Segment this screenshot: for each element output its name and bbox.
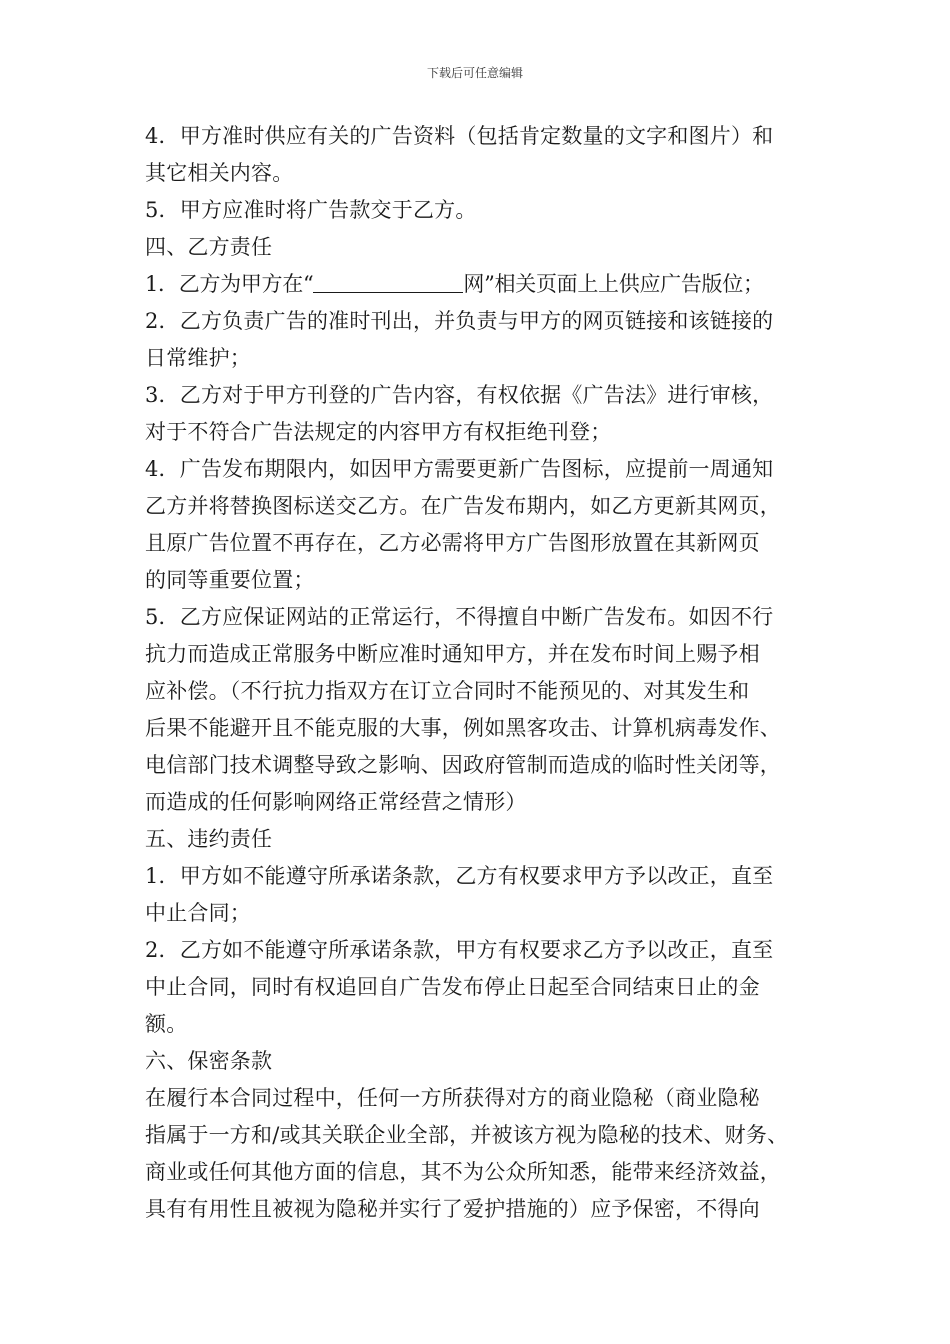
text-line: 的同等重要位置； (145, 568, 315, 592)
text-line: 5．甲方应准时将广告款交于乙方。 (145, 198, 477, 222)
fill-in-blank (313, 272, 463, 293)
text-line: 且原广告位置不再存在，乙方必需将甲方广告图形放置在其新网页 (145, 531, 760, 555)
text-line: 应补偿。（不行抗力指双方在订立合同时不能预见的、对其发生和 (145, 679, 750, 703)
section-heading: 四、乙方责任 (145, 235, 273, 259)
text-line-with-blank (145, 266, 821, 303)
text-line: 4．广告发布期限内，如因甲方需要更新广告图标，应提前一周通知 (145, 457, 774, 481)
section-heading: 五、违约责任 (145, 827, 273, 851)
text-line: 中止合同，同时有权追回自广告发布停止日起至合同结束日止的金 (145, 975, 760, 999)
text-segment: 网”相关页面上上供应广告版位； (463, 272, 764, 296)
text-segment: 1．乙方为甲方在“ (145, 272, 314, 296)
text-line: 日常维护； (145, 346, 251, 370)
text-line: 2．乙方负责广告的准时刊出，并负责与甲方的网页链接和该链接的 (145, 309, 774, 333)
text-line: 5．乙方应保证网站的正常运行，不得擅自中断广告发布。如因不行 (145, 605, 774, 629)
text-line: 电信部门技术调整导致之影响、因政府管制而造成的临时性关闭等， (145, 753, 781, 777)
text-line: 4．甲方准时供应有关的广告资料（包括肯定数量的文字和图片）和 (145, 124, 774, 148)
text-line: 商业或任何其他方面的信息，其不为公众所知悉，能带来经济效益， (145, 1160, 781, 1184)
text-line: 对于不符合广告法规定的内容甲方有权拒绝刊登； (145, 420, 612, 444)
text-line: 具有有用性且被视为隐秘并实行了爱护措施的）应予保密，不得向 (145, 1197, 760, 1221)
text-line: 抗力而造成正常服务中断应准时通知甲方，并在发布时间上赐予相 (145, 642, 760, 666)
text-line: 中止合同； (145, 901, 251, 925)
text-line: 额。 (145, 1012, 188, 1036)
text-line: 1．甲方如不能遵守所承诺条款，乙方有权要求甲方予以改正，直至 (145, 864, 774, 888)
text-line: 乙方并将替换图标送交乙方。在广告发布期内，如乙方更新其网页， (145, 494, 781, 518)
text-line: 2．乙方如不能遵守所承诺条款，甲方有权要求乙方予以改正，直至 (145, 938, 774, 962)
text-line: 在履行本合同过程中，任何一方所获得对方的商业隐秘（商业隐秘 (145, 1086, 760, 1110)
text-line: 而造成的任何影响网络正常经营之情形） (145, 790, 527, 814)
text-line: 3．乙方对于甲方刊登的广告内容，有权依据《广告法》进行审核， (145, 383, 774, 407)
document-body (145, 118, 821, 1228)
text-line: 后果不能避开且不能克服的大事，例如黑客攻击、计算机病毒发作、 (145, 716, 781, 740)
text-line: 其它相关内容。 (145, 161, 294, 185)
text-line: 指属于一方和/或其关联企业全部，并被该方视为隐秘的技术、财务、 (145, 1123, 789, 1147)
section-heading: 六、保密条款 (145, 1049, 273, 1073)
page-header: 下载后可任意编辑 (426, 66, 523, 80)
